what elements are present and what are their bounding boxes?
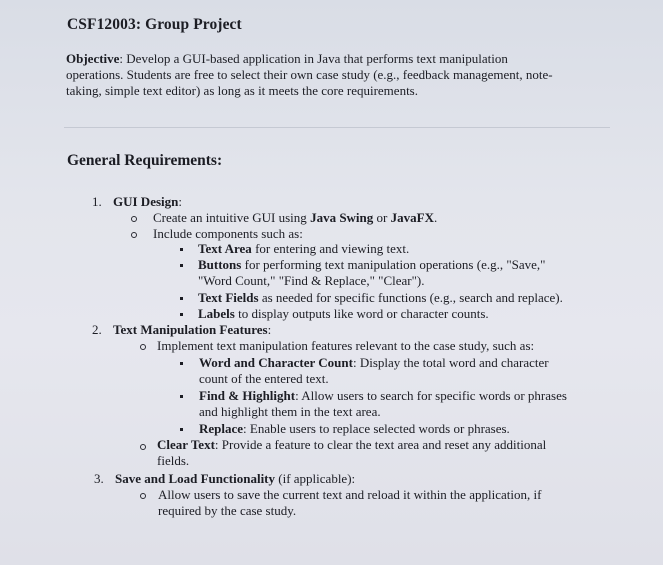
list-item-word-count bbox=[199, 355, 549, 371]
section-1-number: 1. bbox=[92, 194, 102, 209]
item-text: : Enable users to replace selected words or phrases. bbox=[243, 421, 510, 436]
item-bold: Labels bbox=[198, 306, 235, 321]
item-bold: Word and Character Count bbox=[199, 355, 353, 370]
section-2-title: Text Manipulation Features bbox=[113, 322, 268, 337]
circle-bullet bbox=[131, 216, 137, 222]
javafx-text: JavaFX bbox=[390, 210, 434, 225]
item-bold: Text Fields bbox=[198, 290, 259, 305]
square-bullet bbox=[180, 264, 183, 267]
general-requirements-heading: General Requirements: bbox=[67, 152, 223, 169]
section-2-heading bbox=[113, 322, 271, 338]
objective-line-2: operations. Students are free to select their own case study (e.g., feedback management, note- bbox=[66, 67, 553, 82]
section-1-colon: : bbox=[178, 194, 182, 209]
document-title: CSF12003: Group Project bbox=[67, 16, 242, 33]
list-item-buttons-cont: "Word Count," "Find & Replace," "Clear"). bbox=[198, 273, 425, 288]
item-text: : Allow users to search for specific words or phrases bbox=[295, 388, 567, 403]
section-3-sub-1: Allow users to save the current text and reload it within the application, if bbox=[158, 487, 542, 502]
list-item-text-fields bbox=[198, 290, 563, 306]
item-bold: Buttons bbox=[198, 257, 242, 272]
objective-paragraph bbox=[66, 51, 626, 99]
list-item-replace bbox=[199, 421, 510, 437]
square-bullet bbox=[180, 428, 183, 431]
section-3-number: 3. bbox=[94, 471, 104, 486]
circle-bullet bbox=[140, 493, 146, 499]
section-2-sub-2-cont: fields. bbox=[157, 453, 190, 468]
objective-line-3: taking, simple text editor) as long as it meets the core requirements. bbox=[66, 83, 418, 98]
circle-bullet bbox=[140, 344, 146, 350]
section-3-title: Save and Load Functionality bbox=[115, 471, 276, 486]
item-text: for performing text manipulation operations (e.g., "Save," bbox=[241, 257, 546, 272]
divider bbox=[64, 127, 610, 128]
section-2-sub-2 bbox=[157, 437, 546, 453]
list-item-find-highlight bbox=[199, 388, 567, 404]
sub-text: : Provide a feature to clear the text area and reset any additional bbox=[214, 437, 547, 452]
square-bullet bbox=[180, 297, 183, 300]
item-bold: Find & Highlight bbox=[199, 388, 296, 403]
section-1-sub-2: Include components such as: bbox=[153, 226, 303, 241]
objective-line-1: : Develop a GUI-based application in Java that performs text manipulation bbox=[119, 51, 508, 66]
section-3-heading bbox=[115, 471, 355, 487]
circle-bullet bbox=[140, 444, 146, 450]
item-text: : Display the total word and character bbox=[352, 355, 549, 370]
list-item-text-area bbox=[198, 241, 409, 257]
list-item-find-highlight-cont: and highlight them in the text area. bbox=[199, 404, 381, 419]
section-1-title: GUI Design bbox=[113, 194, 179, 209]
item-text: as needed for specific functions (e.g., search and replace). bbox=[258, 290, 563, 305]
square-bullet bbox=[180, 362, 183, 365]
section-1-heading bbox=[113, 194, 182, 210]
square-bullet bbox=[180, 313, 183, 316]
section-3-sub-1-cont: required by the case study. bbox=[158, 503, 297, 518]
circle-bullet bbox=[131, 232, 137, 238]
java-swing-text: Java Swing bbox=[310, 210, 374, 225]
item-text: for entering and viewing text. bbox=[251, 241, 410, 256]
sub-text: Create an intuitive GUI using bbox=[153, 210, 311, 225]
section-1-sub-1 bbox=[153, 210, 437, 226]
item-bold: Replace bbox=[199, 421, 244, 436]
list-item-buttons bbox=[198, 257, 545, 273]
section-3-tail: (if applicable): bbox=[275, 471, 356, 486]
square-bullet bbox=[180, 248, 183, 251]
sub-text: . bbox=[433, 210, 438, 225]
list-item-labels bbox=[198, 306, 489, 322]
clear-text-bold: Clear Text bbox=[157, 437, 215, 452]
square-bullet bbox=[180, 395, 183, 398]
sub-text: or bbox=[373, 210, 391, 225]
item-text: to display outputs like word or character counts. bbox=[234, 306, 489, 321]
objective-label: Objective bbox=[66, 51, 120, 66]
list-item-word-count-cont: count of the entered text. bbox=[199, 371, 329, 386]
section-2-colon: : bbox=[267, 322, 272, 337]
section-2-sub-1: Implement text manipulation features relevant to the case study, such as: bbox=[157, 338, 535, 353]
section-2-number: 2. bbox=[92, 322, 102, 337]
item-bold: Text Area bbox=[198, 241, 252, 256]
